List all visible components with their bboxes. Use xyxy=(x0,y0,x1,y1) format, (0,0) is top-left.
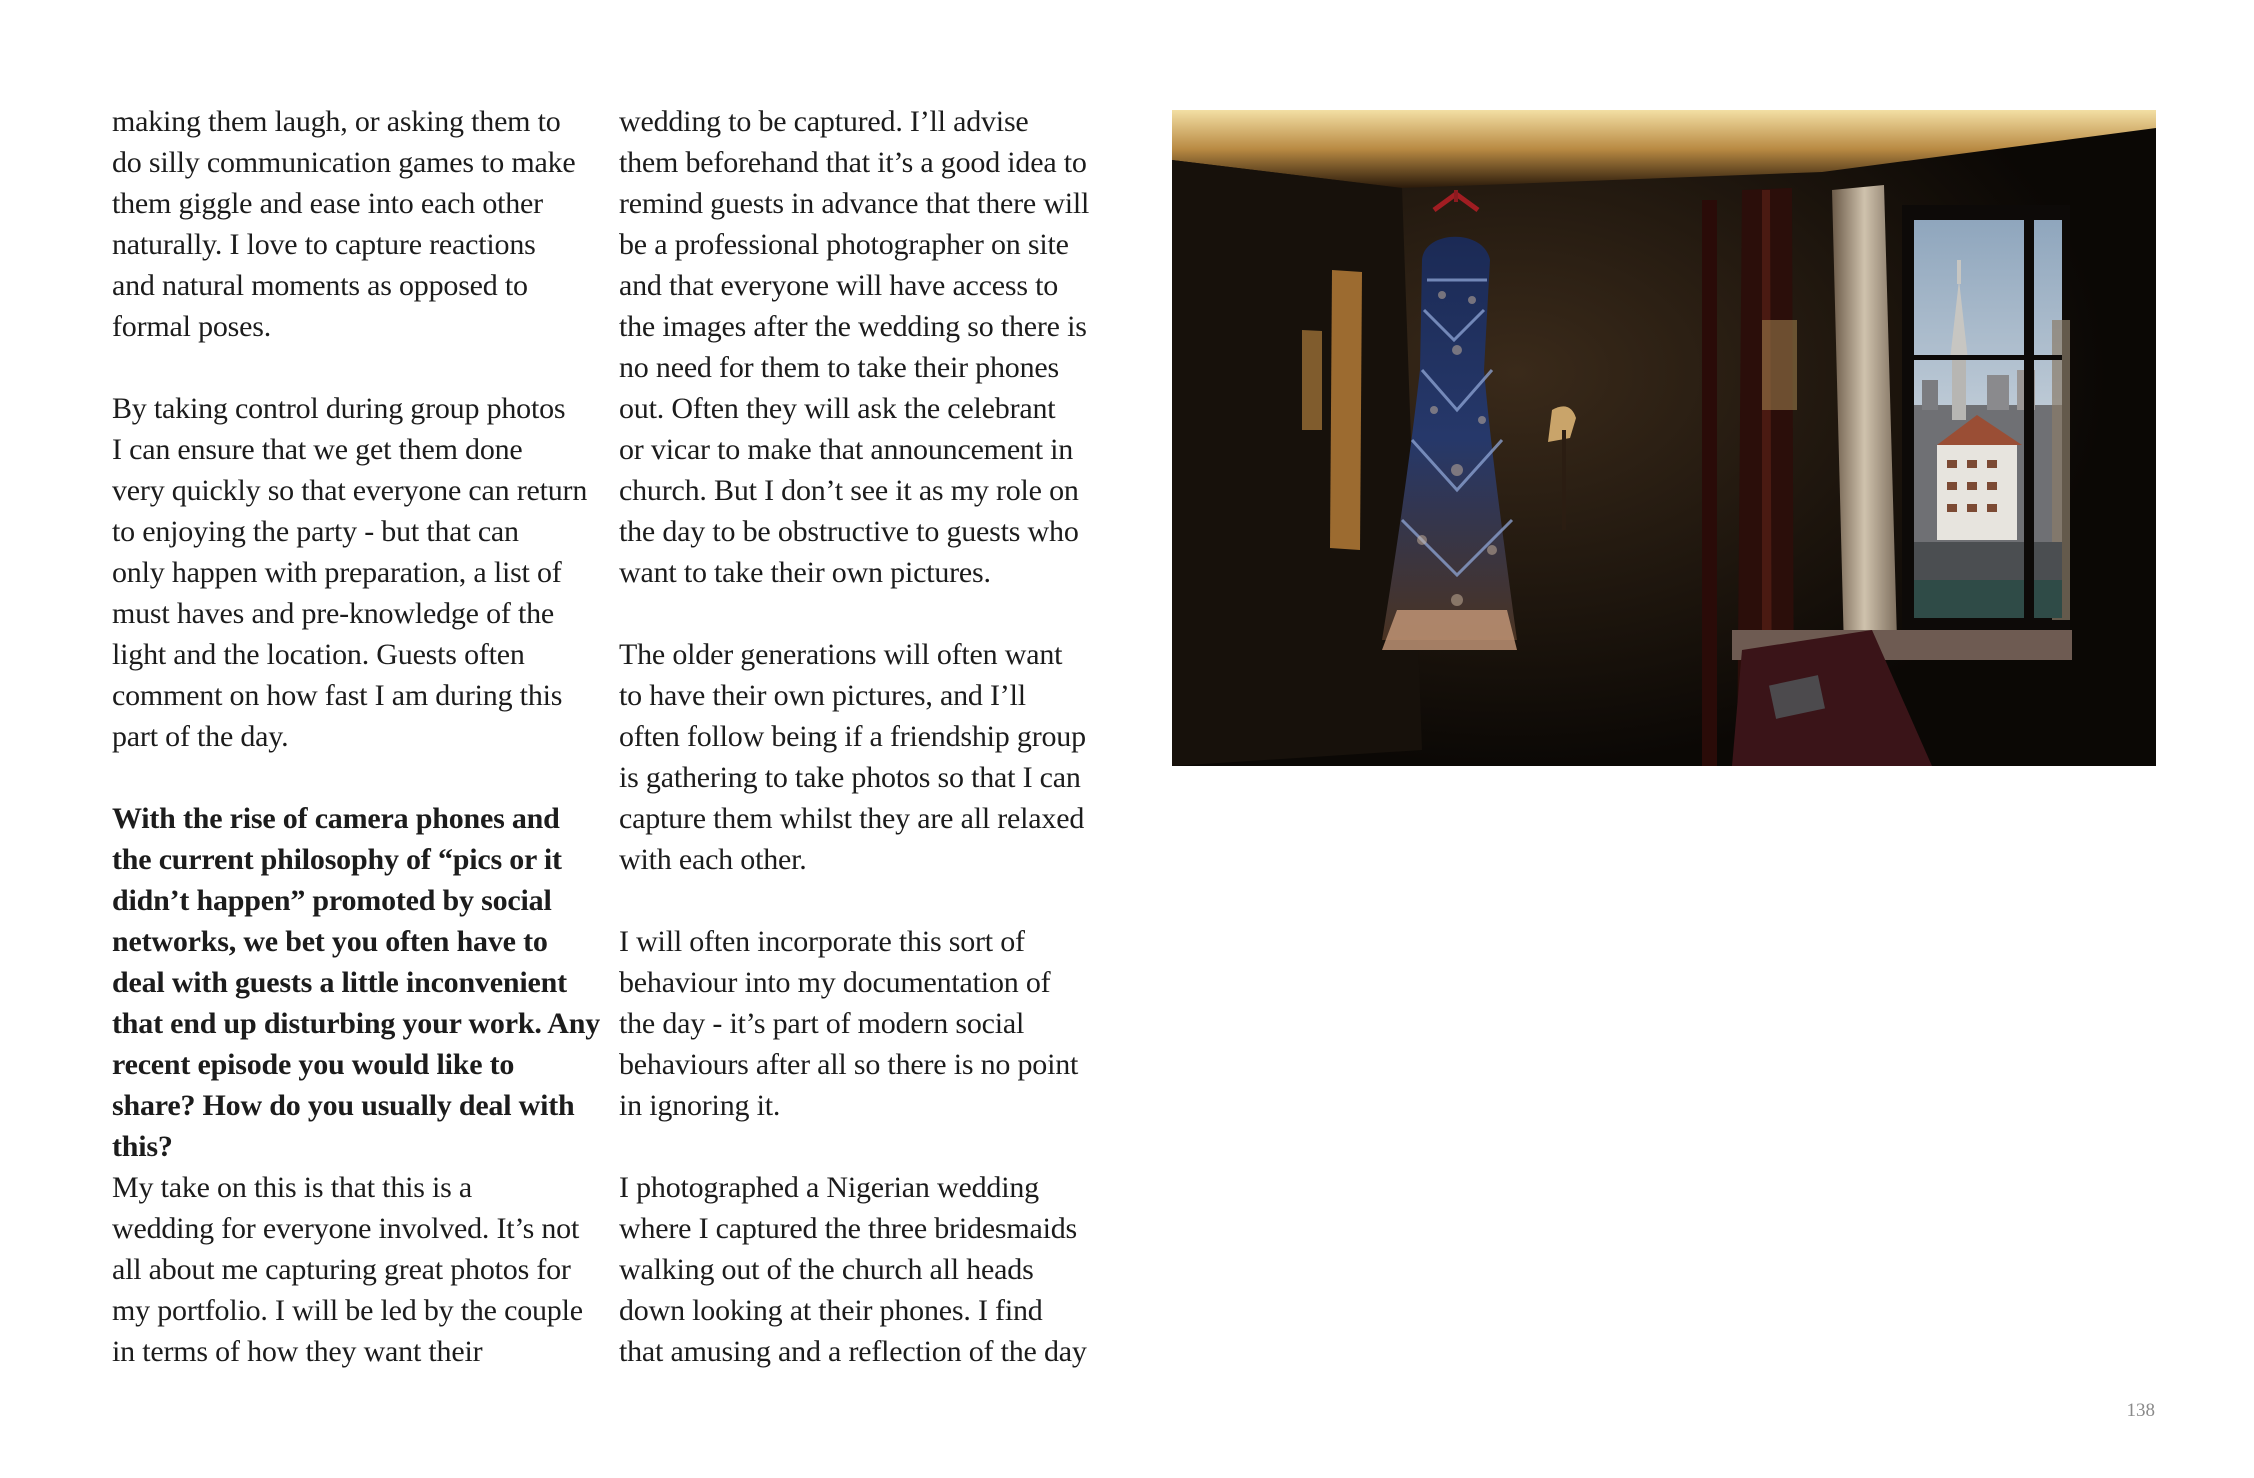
page-number: 138 xyxy=(2126,1400,2155,1421)
paragraph: wedding to be captured. I’ll advise them beforehand that it’s a good idea to remind guests in advance that there will be a professional photographer on site and that everyone will have access to the images after the wedding so there is no need for them to take their phones out. Often they will ask the celebrant or vicar to make that announcement in church. But I don’t see it as my role on the day to be obstructive to guests who want to take their own pictures. xyxy=(619,105,1090,589)
paragraph: My take on this is that this is a wedding for everyone involved. It’s not all about me capturing great photos for my portfolio. I will be led by the couple in terms of how they want their xyxy=(112,1171,583,1368)
wedding-dress-photo xyxy=(1172,110,2156,766)
text-column-middle xyxy=(619,101,1104,1372)
text-column-left xyxy=(112,101,602,1372)
paragraph: I photographed a Nigerian wedding where I captured the three bridesmaids walking out of the church all heads down looking at their phones. I find that amusing and a reflection of the day xyxy=(619,1171,1087,1368)
paragraph: By taking control during group photos I can ensure that we get them done very quickly so that everyone can return to enjoying the party - but that can only happen with preparation, a list of must haves and pre-knowledge of the light and the location. Guests often comment on how fast I am during this part of the day. xyxy=(112,392,588,753)
paragraph: making them laugh, or asking them to do silly communication games to make them giggle and ease into each other naturally. I love to capture reactions and natural moments as opposed to formal poses. xyxy=(112,105,576,343)
paragraph: The older generations will often want to have their own pictures, and I’ll often follow being if a friendship group is gathering to take photos so that I can capture them whilst they are all relaxed with each other. xyxy=(619,638,1086,876)
paragraph: I will often incorporate this sort of behaviour into my documentation of the day - it’s part of modern social behaviours after all so there is no point in ignoring it. xyxy=(619,925,1079,1122)
interview-question: With the rise of camera phones and the current philosophy of “pics or it didn’t happen” promoted by social networks, we bet you often have to deal with guests a little inconvenient that end up disturbing your work. Any recent episode you would like to share? How do you usually deal with this? xyxy=(112,802,601,1163)
